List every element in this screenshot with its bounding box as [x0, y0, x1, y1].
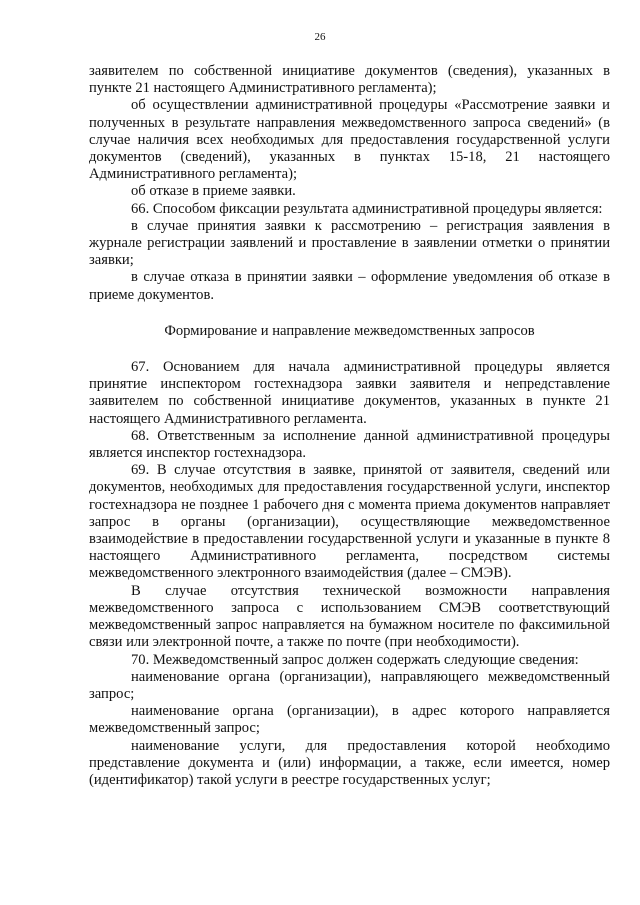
paragraph: 69. В случае отсутствия в заявке, принятой от заявителя, сведений или документов, необходимых для предоставления государственной услуги, инспектор гостехнадзора не позднее 1 рабочего дня с момента приема документов направляет запрос в органы (организации), осуществляющие межведомственное взаимодействие в предоставлении государственной услуги и указанные в пункте 8 настоящего Административного регламента, посредством системы межведомственного электронного взаимодействия (далее – СМЭВ).: [89, 462, 610, 582]
paragraph: об отказе в приеме заявки.: [131, 183, 296, 200]
paragraph: 67. Основанием для начала административной процедуры является принятие инспектором гостехнадзора заявки заявителя и непредставление заявителем по собственной инициативе документов, указанных в пункте 21 настоящего Административного регламента.: [89, 359, 610, 427]
paragraph: в случае отказа в принятии заявки – оформление уведомления об отказе в приеме документов.: [89, 269, 610, 303]
paragraph: об осуществлении административной процедуры «Рассмотрение заявки и полученных в результате направления межведомственного запроса сведений» (в случае наличия всех необходимых для предоставления государственной услуги документов (сведений), указанных в пунктах 15-18, 21 настоящего Административного регламента);: [89, 97, 610, 183]
document-body: [89, 63, 610, 789]
page-number: 26: [314, 31, 326, 43]
paragraph: 68. Ответственным за исполнение данной административной процедуры является инспектор гостехнадзора.: [89, 427, 610, 462]
paragraph: заявителем по собственной инициативе документов (сведения), указанных в пункте 21 настоящего Административного регламента);: [89, 63, 610, 97]
paragraph: 66. Способом фиксации результата административной процедуры является:: [131, 200, 603, 217]
paragraph: наименование органа (организации), в адрес которого направляется межведомственный запрос;: [89, 703, 610, 737]
paragraph: наименование услуги, для предоставления которой необходимо представление документа и (или) информации, а также, если имеется, номер (идентификатор) такой услуги в реестре государственных услуг;: [89, 737, 610, 788]
section-heading: Формирование и направление межведомственных запросов: [164, 322, 535, 339]
paragraph: наименование органа (организации), направляющего межведомственный запрос;: [89, 668, 610, 702]
paragraph: в случае принятия заявки к рассмотрению – регистрация заявления в журнале регистрации заявлений и проставление в заявлении отметки о принятии заявки;: [89, 217, 610, 269]
paragraph: В случае отсутствия технической возможности направления межведомственного запроса с использованием СМЭВ соответствующий межведомственный запрос направляется на бумажном носителе по факсимильной связи или электронной почте, а также по почте (при необходимости).: [89, 582, 610, 651]
paragraph: 70. Межведомственный запрос должен содержать следующие сведения:: [131, 651, 579, 668]
